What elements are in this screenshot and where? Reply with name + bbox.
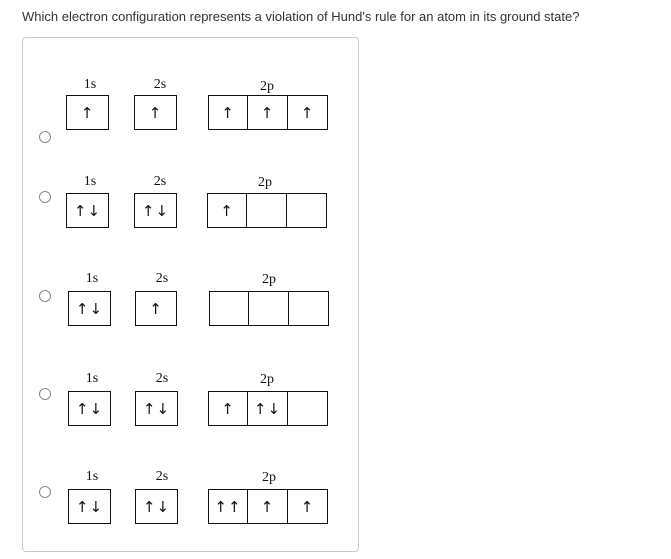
orbital-2p-2: ↑ <box>248 489 288 524</box>
label-2s: 2s <box>155 469 169 484</box>
orbital-2p-3 <box>288 391 328 426</box>
orbital-2p-1 <box>209 291 249 326</box>
orbital-1s: ↑↓ <box>68 291 111 326</box>
label-2s: 2s <box>153 77 167 92</box>
label-1s: 1s <box>85 271 99 286</box>
orbital-2s: ↑↓ <box>134 193 177 228</box>
orbital-2p-1: ↑ <box>208 391 248 426</box>
orbital-2p-group <box>208 95 328 130</box>
label-2s: 2s <box>155 271 169 286</box>
orbital-2s: ↑↓ <box>135 391 178 426</box>
orbital-diagram-option-2 <box>23 172 358 242</box>
label-2s: 2s <box>155 371 169 386</box>
orbital-2p-1: ↑↑ <box>208 489 248 524</box>
orbital-2p-2 <box>247 193 287 228</box>
answer-option-1[interactable] <box>23 75 358 145</box>
answer-option-4[interactable] <box>23 371 358 441</box>
orbital-1s: ↑ <box>66 95 109 130</box>
question-text: Which electron configuration represents a violation of Hund's rule for an atom in its ground state? <box>22 9 580 24</box>
orbital-2p-1: ↑ <box>208 95 248 130</box>
orbital-1s: ↑↓ <box>66 193 109 228</box>
orbital-2s: ↑ <box>134 95 177 130</box>
answer-option-2[interactable] <box>23 172 358 242</box>
orbital-2p-group <box>208 489 328 524</box>
answer-option-3[interactable] <box>23 271 358 341</box>
orbital-diagram-option-1 <box>23 75 358 145</box>
orbital-2s: ↑↓ <box>135 489 178 524</box>
orbital-diagram-option-3 <box>23 271 358 341</box>
label-2p: 2p <box>262 272 276 287</box>
label-2p: 2p <box>260 79 274 94</box>
orbital-2s: ↑ <box>135 291 177 326</box>
orbital-diagram-option-4 <box>23 371 358 441</box>
orbital-2p-3: ↑ <box>288 95 328 130</box>
label-2p: 2p <box>262 470 276 485</box>
orbital-2p-group <box>207 193 327 228</box>
orbital-2p-group <box>208 391 328 426</box>
orbital-2p-1: ↑ <box>207 193 247 228</box>
orbital-2p-3: ↑ <box>288 489 328 524</box>
answer-options-panel <box>22 37 359 552</box>
label-1s: 1s <box>83 77 97 92</box>
orbital-2p-3 <box>287 193 327 228</box>
orbital-2p-2 <box>249 291 289 326</box>
answer-option-5[interactable] <box>23 469 358 539</box>
label-1s: 1s <box>85 371 99 386</box>
orbital-1s: ↑↓ <box>68 391 111 426</box>
label-2p: 2p <box>260 372 274 387</box>
label-2s: 2s <box>153 174 167 189</box>
orbital-1s: ↑↓ <box>68 489 111 524</box>
orbital-2p-2: ↑↓ <box>248 391 288 426</box>
label-1s: 1s <box>85 469 99 484</box>
orbital-2p-2: ↑ <box>248 95 288 130</box>
label-1s: 1s <box>83 174 97 189</box>
orbital-2p-3 <box>289 291 329 326</box>
orbital-diagram-option-5 <box>23 469 358 539</box>
label-2p: 2p <box>258 175 272 190</box>
orbital-2p-group <box>209 291 329 326</box>
